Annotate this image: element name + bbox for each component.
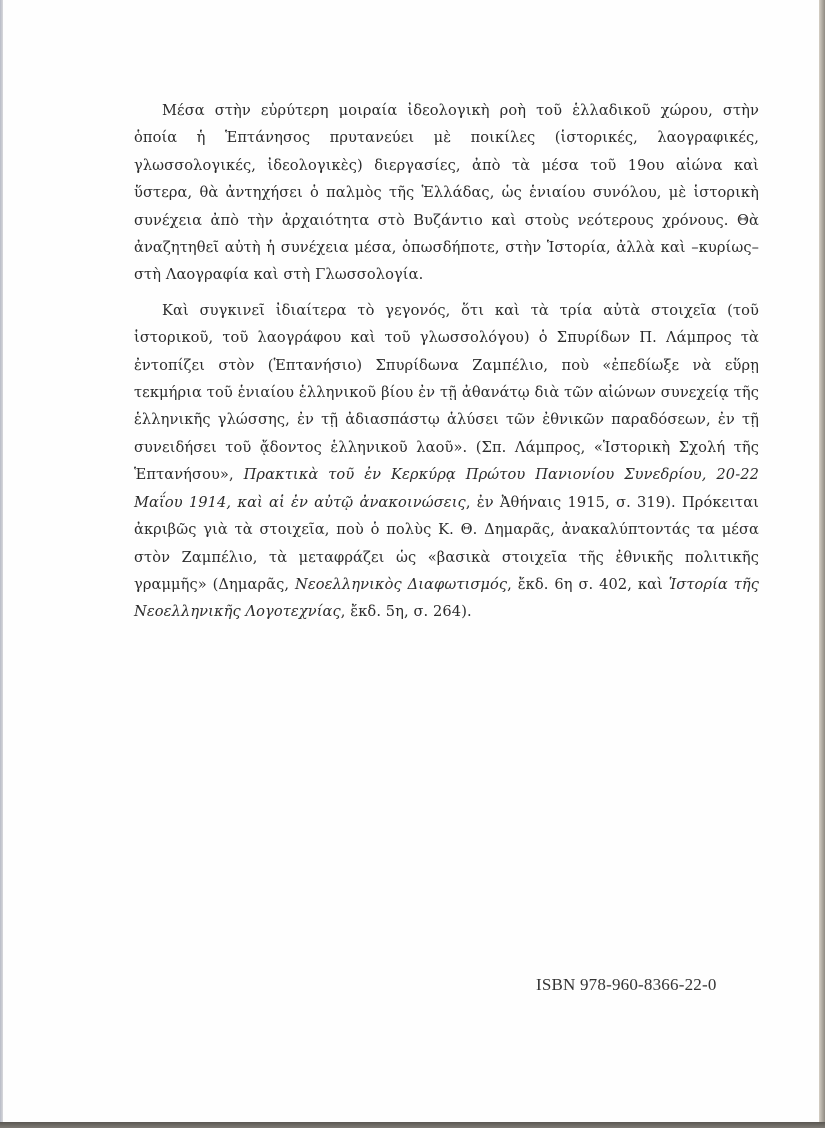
paragraph-2 [134, 297, 759, 626]
paragraph-1-text: Μέσα στὴν εὐρύτερη μοιραία ἰδεολογικὴ ροὴ τοῦ ἑλλαδικοῦ χώρου, στὴν ὁποία ἡ Ἑπτάνησος πρυτανεύει μὲ ποικίλες (ἱστορικές, λαογραφικές, γλωσσολογικές, ἰδεολογικὲς) διεργασίες, ἀπὸ τὰ μέσα τοῦ 19ου αἰώνα καὶ ὕστερα, θὰ ἀντηχήσει ὁ παλμὸς τῆς Ἑλλάδας, ὡς ἑνιαίου συνόλου, μὲ ἱστορικὴ συνέχεια ἀπὸ τὴν ἀρχαιότητα στὸ Βυζάντιο καὶ στοὺς νεότερους χρόνους. Θὰ ἀναζητηθεῖ αὐτὴ ἡ συνέχεια μέσα, ὁπωσδήποτε, στὴν Ἱστορία, ἀλλὰ καὶ –κυρίως– στὴ Λαογραφία καὶ στὴ Γλωσσολογία. [134, 102, 759, 284]
citation-title-diafotismos: Νεοελληνικὸς Διαφωτισμός [294, 575, 508, 593]
paragraph-2-text-cont: , ἐν Ἀθήναις 1915, σ. 319). Πρόκειται ἀκριβῶς γιὰ τὰ στοιχεῖα, ποὺ ὁ πολὺς Κ. Θ. Δημαρᾶς, ἀνακαλύπτοντάς τα μέσα στὸν Ζαμπέλιο, τὰ μεταφράζει ὡς «βασικὰ στοιχεῖα τῆς ἐθνικῆς πολιτικῆς γραμμῆς» (Δημαρᾶς, [134, 493, 759, 593]
citation-title-praktika: Πρακτικὰ τοῦ ἐν Κερκύρᾳ Πρώτου Πανιονίου Συνεδρίου, 20-22 Μαΐου 1914, καὶ αἱ ἐν αὐτῷ ἀνακοινώσεις [134, 466, 759, 511]
body-text [134, 97, 759, 634]
paragraph-1 [134, 97, 759, 289]
citation-title-istoria-logotechnias: Ἱστορία τῆς Νεοελληνικῆς Λογοτεχνίας [134, 575, 760, 621]
paragraph-2-text-end: , ἔκδ. 5η, σ. 264). [340, 603, 472, 621]
page-bottom-edge-shadow [0, 1122, 825, 1128]
page-right-edge-shadow [819, 0, 825, 1128]
paragraph-2-text-cont-2: , ἔκδ. 6η σ. 402, καὶ [507, 575, 669, 593]
paragraph-2-text: Καὶ συγκινεῖ ἰδιαίτερα τὸ γεγονός, ὅτι καὶ τὰ τρία αὐτὰ στοιχεῖα (τοῦ ἱστορικοῦ, τοῦ λαογράφου καὶ τοῦ γλωσσολόγου) ὁ Σπυρίδων Π. Λάμπρος τὰ ἐντοπίζει στὸν (Ἑπτανήσιο) Σπυρίδωνα Ζαμπέλιο, ποὺ «ἐπεδίωξε νὰ εὕρῃ τεκμήρια τοῦ ἑνιαίου ἑλληνικοῦ βίου ἐν τῇ ἀθανάτῳ διὰ τῶν αἰώνων συνεχείᾳ τῆς ἑλληνικῆς γλώσσης, ἐν τῇ ἀδιασπάστῳ ἁλύσει τῶν ἐθνικῶν παραδόσεων, ἐν τῇ συνειδήσει τοῦ ᾄδοντος ἑλληνικοῦ λαοῦ». (Σπ. Λάμπρος, «Ἱστορικὴ Σχολή τῆς Ἑπτανήσου», [134, 301, 759, 484]
isbn-number: ISBN 978-960-8366-22-0 [536, 975, 717, 994]
